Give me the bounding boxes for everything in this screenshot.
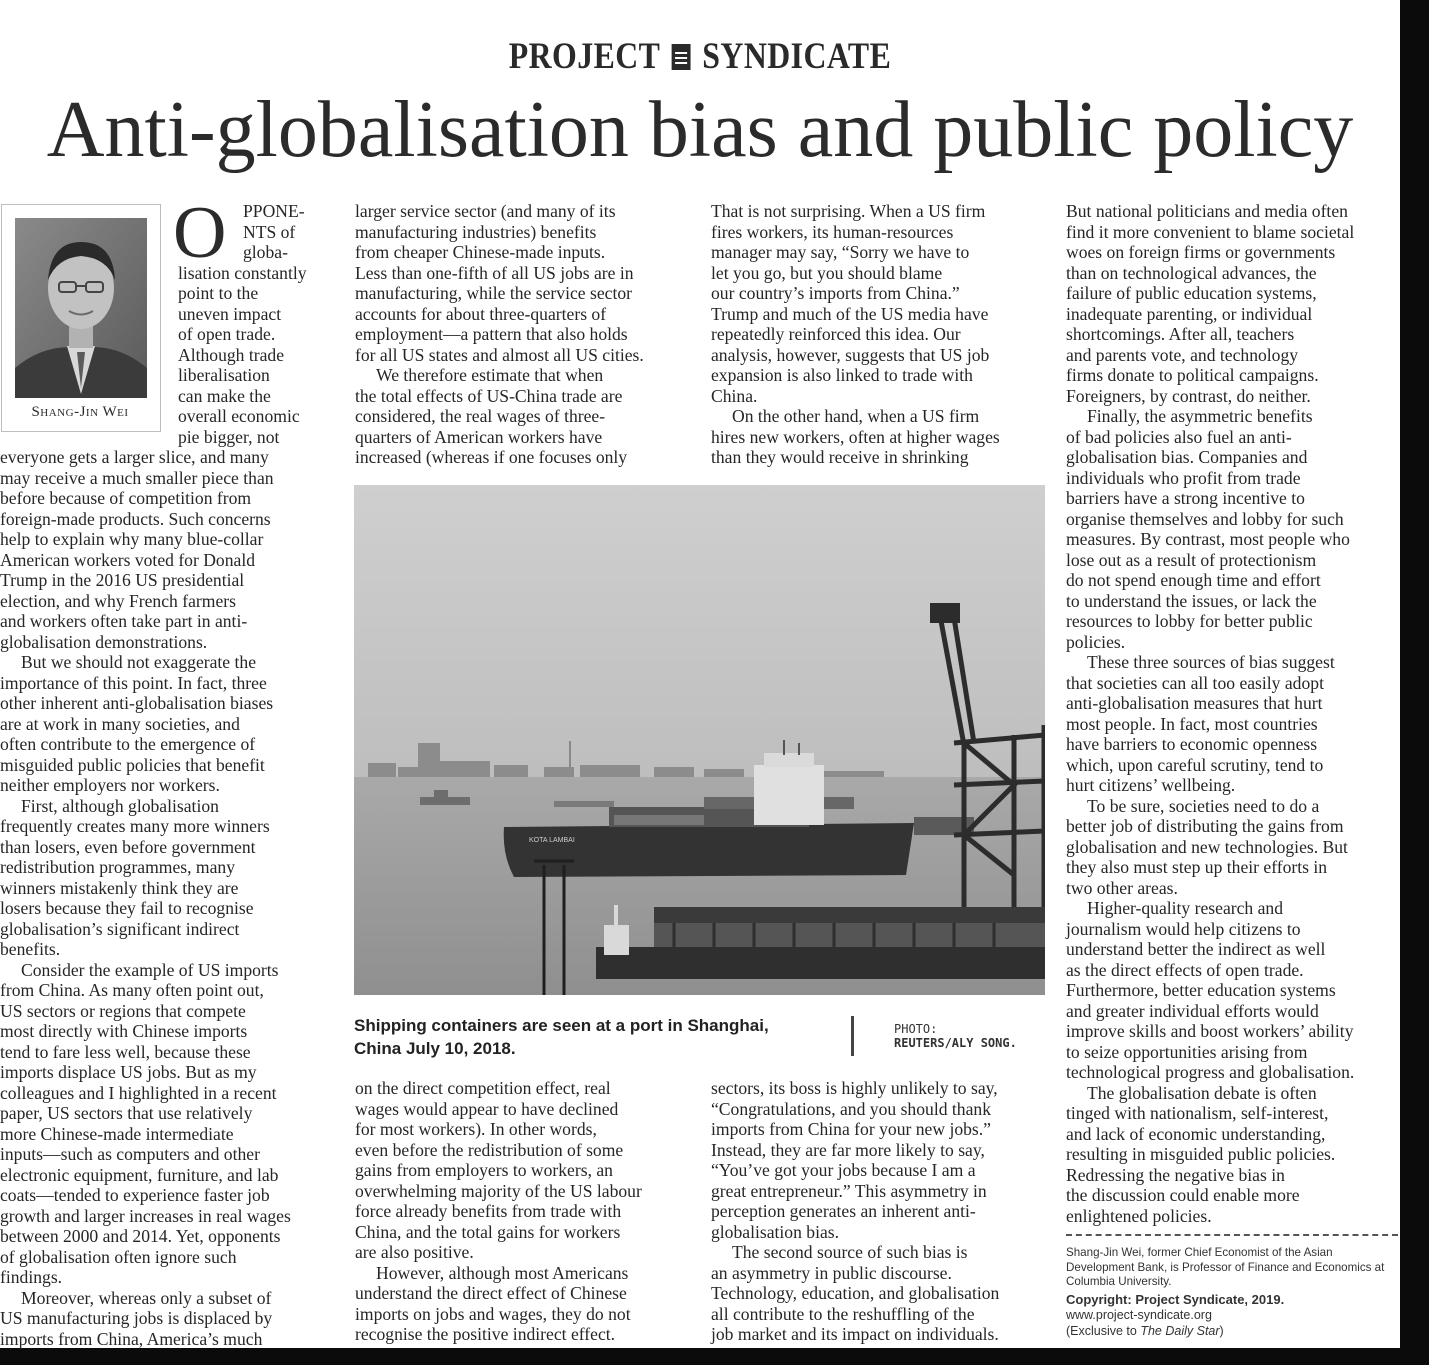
text-line: help to explain why many blue-collar xyxy=(0,529,264,549)
text-line: more Chinese-made intermediate xyxy=(0,1123,234,1144)
text-line: findings. xyxy=(0,1267,63,1287)
text-line: understand the direct effect of Chinese xyxy=(355,1283,627,1303)
text-line: manufacturing, while the service sector xyxy=(355,283,632,303)
syndicate-logo-icon xyxy=(672,44,691,70)
text-line: tinged with nationalism, self-interest, xyxy=(1066,1103,1329,1123)
intro-text xyxy=(178,201,338,447)
text-line: Moreover, whereas only a subset of xyxy=(21,1287,272,1308)
credit-label: PHOTO: xyxy=(894,1022,938,1036)
text-line: gains from employers to workers, an xyxy=(355,1160,613,1180)
text-line: to understand the issues, or lack the xyxy=(1066,590,1317,611)
text-line: even before the redistribution of some xyxy=(355,1139,624,1160)
text-line: Finally, the asymmetric benefits xyxy=(1087,406,1313,426)
text-line: for most workers). In other words, xyxy=(355,1119,597,1139)
text-line: manager may say, “Sorry we have to xyxy=(711,242,970,262)
text-line: losers because they fail to recognise xyxy=(0,898,254,918)
text-line: are at work in many societies, and xyxy=(0,713,240,734)
text-line: analysis, however, suggests that US job xyxy=(711,344,990,365)
text-line: American workers voted for Donald xyxy=(0,549,256,570)
text-line: China, and the total gains for workers xyxy=(355,1221,621,1242)
text-line: to seize opportunities arising from xyxy=(1066,1041,1308,1062)
text-line: often contribute to the emergence of xyxy=(0,734,256,754)
text-line: foreign-made products. Such concerns xyxy=(0,508,271,529)
text-line: point to the xyxy=(178,283,259,303)
text-line: liberalisation xyxy=(178,365,270,385)
scan-edge-bottom xyxy=(0,1348,1429,1365)
text-line: all contribute to the reshuffling of the xyxy=(711,1303,975,1324)
website-link[interactable]: www.project-syndicate.org xyxy=(1066,1307,1212,1322)
credit-source: REUTERS/ALY SONG. xyxy=(894,1036,1017,1050)
text-line: of open trade. xyxy=(178,324,276,344)
text-line: manufacturing industries) benefits xyxy=(355,221,597,242)
text-line: shortcomings. After all, teachers xyxy=(1066,324,1295,344)
text-line: let you go, but you should blame xyxy=(711,262,943,283)
text-line: resources to lobby for better public xyxy=(1066,611,1313,631)
text-line: wages would appear to have declined xyxy=(355,1098,619,1119)
text-line: individuals who profit from trade xyxy=(1066,467,1301,488)
text-line: misguided public policies that benefit xyxy=(0,754,265,775)
text-line: election, and why French farmers xyxy=(0,590,236,611)
author-photo xyxy=(15,218,147,398)
text-line: understand better the indirect as well xyxy=(1066,939,1326,959)
text-line: Furthermore, better education systems xyxy=(1066,980,1336,1000)
copyright: Copyright: Project Syndicate, 2019. xyxy=(1066,1291,1285,1307)
text-line: perception generates an inherent anti- xyxy=(711,1201,976,1221)
masthead-logo xyxy=(98,36,1302,78)
text-line: growth and larger increases in real wages xyxy=(0,1205,291,1226)
text-line: other inherent anti-globalisation biases xyxy=(0,693,274,713)
drop-cap: O xyxy=(173,192,227,274)
text-line: improve skills and boost workers’ ability xyxy=(1066,1021,1354,1041)
text-line: globalisation bias. xyxy=(711,1221,840,1242)
text-line: Trump and much of the US media have xyxy=(711,303,989,324)
text-line: may receive a much smaller piece than xyxy=(0,467,274,488)
text-line: US manufacturing jobs is displaced by xyxy=(0,1308,273,1328)
text-line: and workers often take part in anti- xyxy=(0,611,248,631)
text-line: imports from China for your new jobs.” xyxy=(711,1119,991,1139)
text-line: that societies can all too easily adopt xyxy=(1066,672,1324,693)
text-line: Trump in the 2016 US presidential xyxy=(0,570,245,590)
text-line: We therefore estimate that when xyxy=(376,365,604,385)
text-line: from China. As many often point out, xyxy=(0,980,264,1000)
text-line: But we should not exaggerate the xyxy=(21,652,257,672)
caption-divider xyxy=(851,1016,854,1056)
text-line: redistribution programmes, many xyxy=(0,857,236,877)
text-line: Higher-quality research and xyxy=(1087,898,1284,918)
text-line: our country’s imports from China.” xyxy=(711,283,960,303)
column-3-bottom xyxy=(711,1078,1051,1345)
text-line: Redressing the negative bias in xyxy=(1066,1164,1285,1185)
text-line: imports from China, America’s much xyxy=(0,1328,263,1349)
text-line: tend to fare less well, because these xyxy=(0,1041,251,1062)
text-line: imports on jobs and wages, they do not xyxy=(355,1303,631,1324)
author-portrait xyxy=(1,204,161,432)
text-line: paper, US sectors that use relatively xyxy=(0,1103,253,1123)
text-line: than on technological advances, the xyxy=(1066,262,1317,283)
text-line: electronic equipment, furniture, and lab xyxy=(0,1164,279,1185)
text-line: globalisation and new technologies. But xyxy=(1066,836,1348,857)
exclusive-suffix: ) xyxy=(1219,1324,1224,1339)
text-line: of bad policies also fuel an anti- xyxy=(1066,426,1292,447)
text-line: globalisation’s significant indirect xyxy=(0,918,240,939)
text-line: everyone gets a larger slice, and many xyxy=(0,447,269,467)
text-line: journalism would help citizens to xyxy=(1066,918,1301,939)
exclusive-paper: The Daily Star xyxy=(1140,1324,1220,1339)
text-line: failure of public education systems, xyxy=(1066,283,1317,303)
column-1 xyxy=(0,447,340,1349)
masthead-right: SYNDICATE xyxy=(702,36,892,77)
text-line: On the other hand, when a US firm xyxy=(732,406,980,426)
text-line: Instead, they are far more likely to say, xyxy=(711,1139,985,1160)
text-line: Although trade xyxy=(178,344,285,365)
column-2-bottom xyxy=(355,1078,695,1345)
text-line: which, upon careful scrutiny, tend to xyxy=(1066,754,1324,775)
text-line: policies. xyxy=(1066,631,1126,652)
text-line: great entrepreneur.” This asymmetry in xyxy=(711,1180,987,1201)
text-line: PPONE- xyxy=(243,201,305,221)
text-line: and parents vote, and technology xyxy=(1066,344,1299,365)
scan-edge-right xyxy=(1400,0,1429,1365)
text-line: measures. By contrast, most people who xyxy=(1066,529,1350,549)
text-line: uneven impact xyxy=(178,303,282,324)
text-line: These three sources of bias suggest xyxy=(1087,652,1335,672)
text-line: on the direct competition effect, real xyxy=(355,1078,611,1098)
text-line: as the direct effects of open trade. xyxy=(1066,959,1304,980)
text-line: China. xyxy=(711,385,758,406)
footer-divider xyxy=(1066,1234,1398,1236)
text-line: before because of competition from xyxy=(0,488,252,508)
shanghai-port-image xyxy=(354,485,1045,995)
text-line: overall economic xyxy=(178,406,300,426)
text-line: enlightened policies. xyxy=(1066,1205,1212,1226)
text-line: barriers have a strong incentive to xyxy=(1066,488,1305,508)
ship-name: KOTA LAMBAI xyxy=(529,837,575,844)
text-line: than they would receive in shrinking xyxy=(711,447,969,467)
text-line: lisation constantly xyxy=(178,262,307,283)
text-line: importance of this point. In fact, three xyxy=(0,672,267,693)
text-line: considered, the real wages of three- xyxy=(355,406,606,426)
text-line: colleagues and I highlighted in a recent xyxy=(0,1082,277,1103)
text-line: larger service sector (and many of its xyxy=(355,201,616,221)
text-line: inadequate parenting, or individual xyxy=(1066,303,1313,324)
text-line: “You’ve got your jobs because I am a xyxy=(711,1160,976,1180)
text-line: accounts for about three-quarters of xyxy=(355,303,607,324)
text-line: recognise the positive indirect effect. xyxy=(355,1324,616,1344)
text-line: Foreigners, by contrast, do neither. xyxy=(1066,385,1311,406)
text-line: between 2000 and 2014. Yet, opponents xyxy=(0,1226,281,1246)
text-line: imports displace US jobs. But as my xyxy=(0,1062,257,1082)
text-line: woes on foreign firms or governments xyxy=(1066,242,1336,262)
text-line: First, although globalisation xyxy=(21,795,219,816)
text-line: globalisation bias. Companies and xyxy=(1066,447,1308,467)
text-line: Technology, education, and globalisation xyxy=(711,1283,1000,1303)
text-line: than losers, even before government xyxy=(0,836,256,857)
text-line: globa- xyxy=(243,242,288,262)
text-line: most directly with Chinese imports xyxy=(0,1021,248,1041)
text-line: inputs—such as computers and other xyxy=(0,1144,260,1164)
text-line: Less than one-fifth of all US jobs are in xyxy=(355,262,634,283)
text-line: The globalisation debate is often xyxy=(1087,1082,1317,1103)
text-line: better job of distributing the gains from xyxy=(1066,816,1344,836)
text-line: “Congratulations, and you should thank xyxy=(711,1098,991,1119)
text-line: hurt citizens’ wellbeing. xyxy=(1066,775,1236,795)
photo-caption: Shipping containers are seen at a port in Shanghai, China July 10, 2018. xyxy=(354,1016,769,1058)
text-line: two other areas. xyxy=(1066,877,1178,898)
port-photo xyxy=(354,485,1045,995)
text-line: hires new workers, often at higher wages xyxy=(711,426,1000,447)
column-3-top xyxy=(711,201,1051,468)
text-line: an asymmetry in public discourse. xyxy=(711,1262,952,1283)
text-line: the total effects of US-China trade are xyxy=(355,385,623,406)
text-line: overwhelming majority of the US labour xyxy=(355,1180,642,1201)
text-line: for all US states and almost all US cities. xyxy=(355,344,644,365)
text-line: technological progress and globalisation. xyxy=(1066,1062,1355,1082)
text-line: The second source of such bias is xyxy=(732,1242,968,1262)
author-bio: Shang-Jin Wei, former Chief Economist of the Asian Development Bank, is Professor of Finance and Economics at Columbia University. xyxy=(1066,1246,1385,1289)
author-byline: Shang-Jin Wei xyxy=(31,404,129,420)
text-line: find it more convenient to blame societal xyxy=(1066,221,1355,242)
headline: Anti-globalisation bias and public policy xyxy=(46,86,1354,174)
text-line: However, although most Americans xyxy=(376,1262,629,1283)
text-line: they also must step up their efforts in xyxy=(1066,857,1328,877)
exclusive-prefix: (Exclusive to xyxy=(1066,1324,1141,1339)
text-line: anti-globalisation measures that hurt xyxy=(1066,693,1323,713)
text-line: can make the xyxy=(178,385,271,406)
text-line: increased (whereas if one focuses only xyxy=(355,447,628,467)
text-line: frequently creates many more winners xyxy=(0,816,270,836)
text-line: globalisation demonstrations. xyxy=(0,631,208,652)
text-line: have barriers to economic openness xyxy=(1066,734,1318,754)
text-line: of globalisation often ignore such xyxy=(0,1246,237,1267)
text-line: resulting in misguided public policies. xyxy=(1066,1144,1336,1164)
text-line: neither employers nor workers. xyxy=(0,775,220,795)
text-line: are also positive. xyxy=(355,1242,474,1262)
text-line: To be sure, societies need to do a xyxy=(1087,795,1320,816)
column-2-top xyxy=(355,201,695,468)
text-line: and lack of economic understanding, xyxy=(1066,1123,1326,1144)
text-line: and greater individual efforts would xyxy=(1066,1000,1319,1021)
column-4 xyxy=(1066,201,1400,1226)
text-line: employment—a pattern that also holds xyxy=(355,324,628,344)
text-line: pie bigger, not xyxy=(178,426,280,447)
text-line: fires workers, its human-resources xyxy=(711,221,954,242)
text-line: coats—tended to experience faster job xyxy=(0,1185,270,1205)
text-line: quarters of American workers have xyxy=(355,426,603,447)
text-line: do not spend enough time and effort xyxy=(1066,570,1321,590)
text-line: from cheaper Chinese-made inputs. xyxy=(355,242,606,262)
text-line: repeatedly reinforced this idea. Our xyxy=(711,324,961,344)
text-line: US sectors or regions that compete xyxy=(0,1000,246,1021)
author-note xyxy=(1066,1246,1398,1339)
text-line: expansion is also linked to trade with xyxy=(711,365,973,385)
text-line: organise themselves and lobby for such xyxy=(1066,508,1344,529)
text-line: the discussion could enable more xyxy=(1066,1185,1300,1205)
text-line: winners mistakenly think they are xyxy=(0,877,239,898)
text-line: But national politicians and media often xyxy=(1066,201,1348,221)
masthead-left: PROJECT xyxy=(508,36,660,77)
text-line: NTS of xyxy=(243,221,296,242)
photo-credit xyxy=(894,1022,1017,1050)
text-line: lose out as a result of protectionism xyxy=(1066,549,1317,570)
text-line: sectors, its boss is highly unlikely to say, xyxy=(711,1078,998,1098)
text-line: That is not surprising. When a US firm xyxy=(711,201,986,221)
text-line: firms donate to political campaigns. xyxy=(1066,365,1319,385)
text-line: force already benefits from trade with xyxy=(355,1201,622,1221)
exclusive-note xyxy=(1066,1324,1398,1339)
text-line: benefits. xyxy=(0,939,61,959)
text-line: job market and its impact on individuals. xyxy=(711,1324,999,1344)
text-line: Consider the example of US imports xyxy=(21,959,279,980)
text-line: most people. In fact, most countries xyxy=(1066,713,1318,734)
